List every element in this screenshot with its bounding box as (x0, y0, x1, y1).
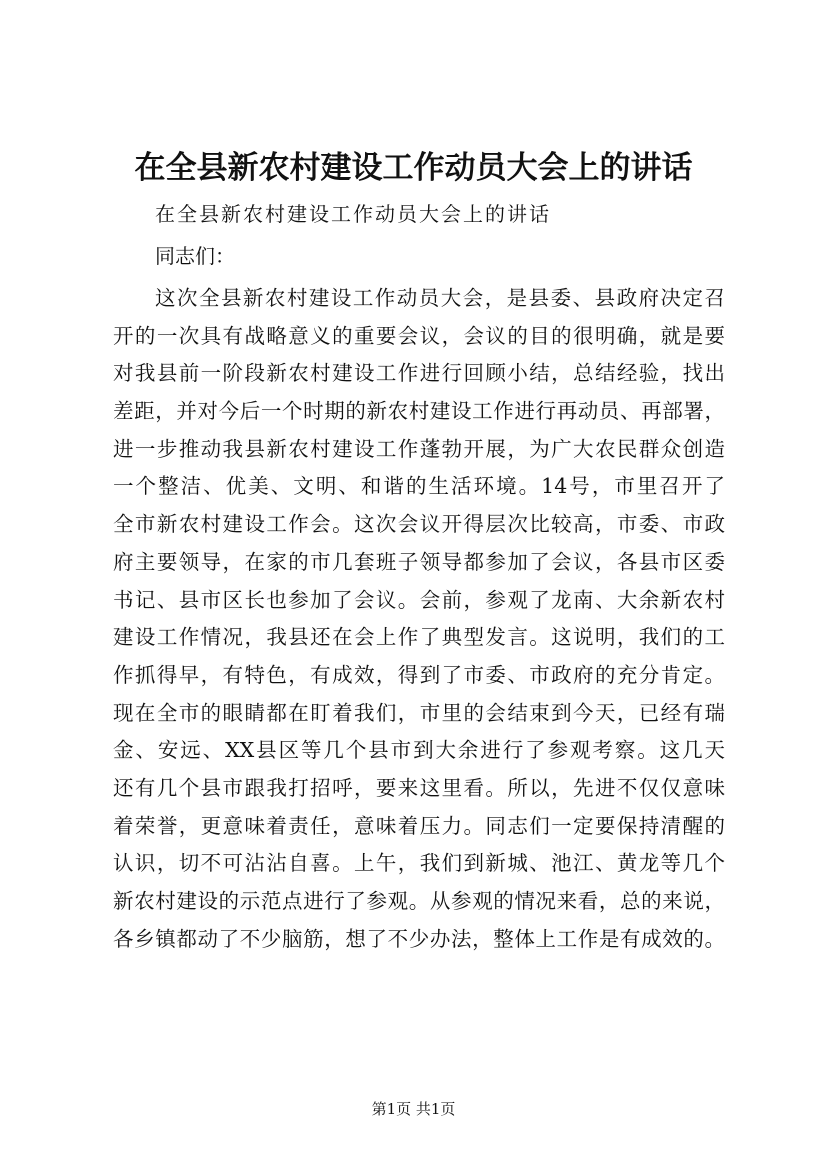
body-line: 建设工作情况，我县还在会上作了典型发言。这说明，我们的工 (113, 625, 725, 650)
body-line: 对我县前一阶段新农村建设工作进行回顾小结，总结经验，找出 (113, 361, 725, 386)
body-line: 一个整洁、优美、文明、和谐的生活环境。14号，市里召开了 (113, 474, 725, 499)
body-line: 金、安远、XX县区等几个县市到大余进行了参观考察。这几天 (113, 738, 725, 763)
body-line: 各乡镇都动了不少脑筋，想了不少办法，整体上工作是有成效的。 (113, 926, 725, 951)
body-line: 府主要领导，在家的市几套班子领导都参加了会议，各县市区委 (113, 549, 725, 574)
body-line: 差距，并对今后一个时期的新农村建设工作进行再动员、再部署， (113, 399, 725, 424)
body-line: 作抓得早，有特色，有成效，得到了市委、市政府的充分肯定。 (113, 662, 725, 687)
body-line: 着荣誉，更意味着责任，意味着压力。同志们一定要保持清醒的 (113, 813, 725, 838)
body-line: 进一步推动我县新农村建设工作蓬勃开展，为广大农民群众创造 (113, 436, 725, 461)
body-line: 开的一次具有战略意义的重要会议，会议的目的很明确，就是要 (113, 323, 725, 348)
body-line: 现在全市的眼睛都在盯着我们，市里的会结束到今天，已经有瑞 (113, 700, 725, 725)
body-line: 书记、县市区长也参加了会议。会前，参观了龙南、大余新农村 (113, 587, 725, 612)
body-text (113, 280, 725, 958)
body-line: 这次全县新农村建设工作动员大会，是县委、县政府决定召 (155, 286, 725, 310)
body-line: 新农村建设的示范点进行了参观。从参观的情况来看，总的来说， (113, 889, 725, 913)
body-line: 认识，切不可沾沾自喜。上午，我们到新城、池江、黄龙等几个 (113, 851, 725, 876)
body-line: 全市新农村建设工作会。这次会议开得层次比较高，市委、市政 (113, 512, 725, 537)
body-line: 还有几个县市跟我打招呼，要来这里看。所以，先进不仅仅意味 (113, 775, 725, 800)
document-subtitle: 在全县新农村建设工作动员大会上的讲话 (155, 202, 551, 226)
document-title: 在全县新农村建设工作动员大会上的讲话 (134, 150, 693, 186)
page-number-footer: 第1页 共1页 (371, 1100, 456, 1118)
salutation: 同志们： (155, 244, 235, 268)
